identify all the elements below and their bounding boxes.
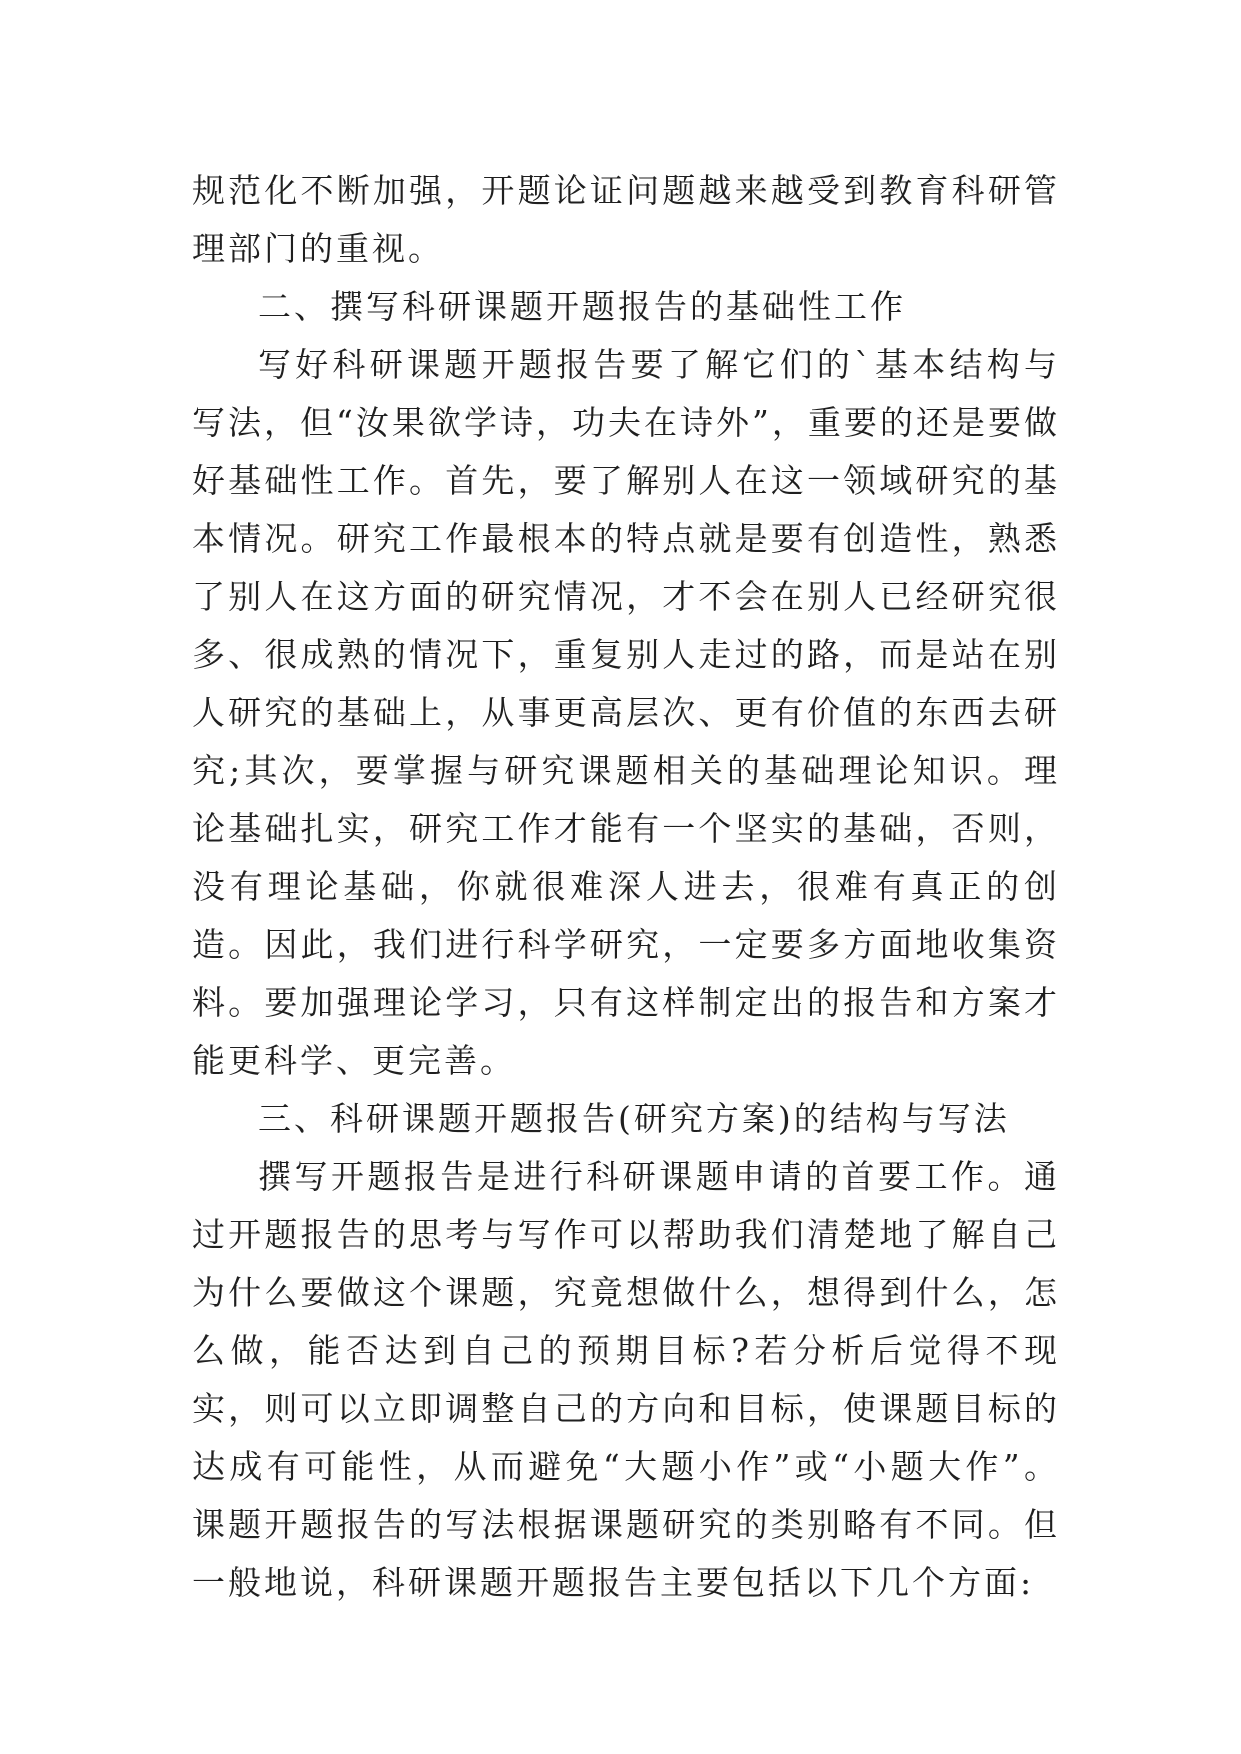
paragraph-continuation: 规范化不断加强，开题论证问题越来越受到教育科研管理部门的重视。 <box>192 171 1060 268</box>
paragraph-report-structure: 撰写开题报告是进行科研课题申请的首要工作。通过开题报告的思考与写作可以帮助我们清楚地了解自己为什么要做这个课题，究竟想做什么，想得到什么，怎么做，能否达到自己的预期目标?若分析后觉得不现实，则可以立即调整自己的方向和目标，使课题目标的达成有可能性，从而避免“大题小作”或“小题大作”。课题开题报告的写法根据课题研究的类别略有不同。但一般地说，科研课题开题报告主要包括以下几个方面: <box>192 1157 1060 1602</box>
section-heading-2: 二、撰写科研课题开题报告的基础性工作 <box>258 287 906 326</box>
document-page <box>192 162 1060 1612</box>
paragraph-foundation-work: 写好科研课题开题报告要了解它们的`基本结构与写法，但“汝果欲学诗，功夫在诗外”，重要的还是要做好基础性工作。首先，要了解别人在这一领域研究的基本情况。研究工作最根本的特点就是要有创造性，熟悉了别人在这方面的研究情况，才不会在别人已经研究很多、很成熟的情况下，重复别人走过的路，而是站在别人研究的基础上，从事更高层次、更有价值的东西去研究;其次，要掌握与研究课题相关的基础理论知识。理论基础扎实，研究工作才能有一个坚实的基础，否则，没有理论基础，你就很难深人进去，很难有真正的创造。因此，我们进行科学研究，一定要多方面地收集资料。要加强理论学习，只有这样制定出的报告和方案才能更科学、更完善。 <box>192 345 1060 1080</box>
section-heading-3: 三、科研课题开题报告(研究方案)的结构与写法 <box>258 1099 1010 1138</box>
